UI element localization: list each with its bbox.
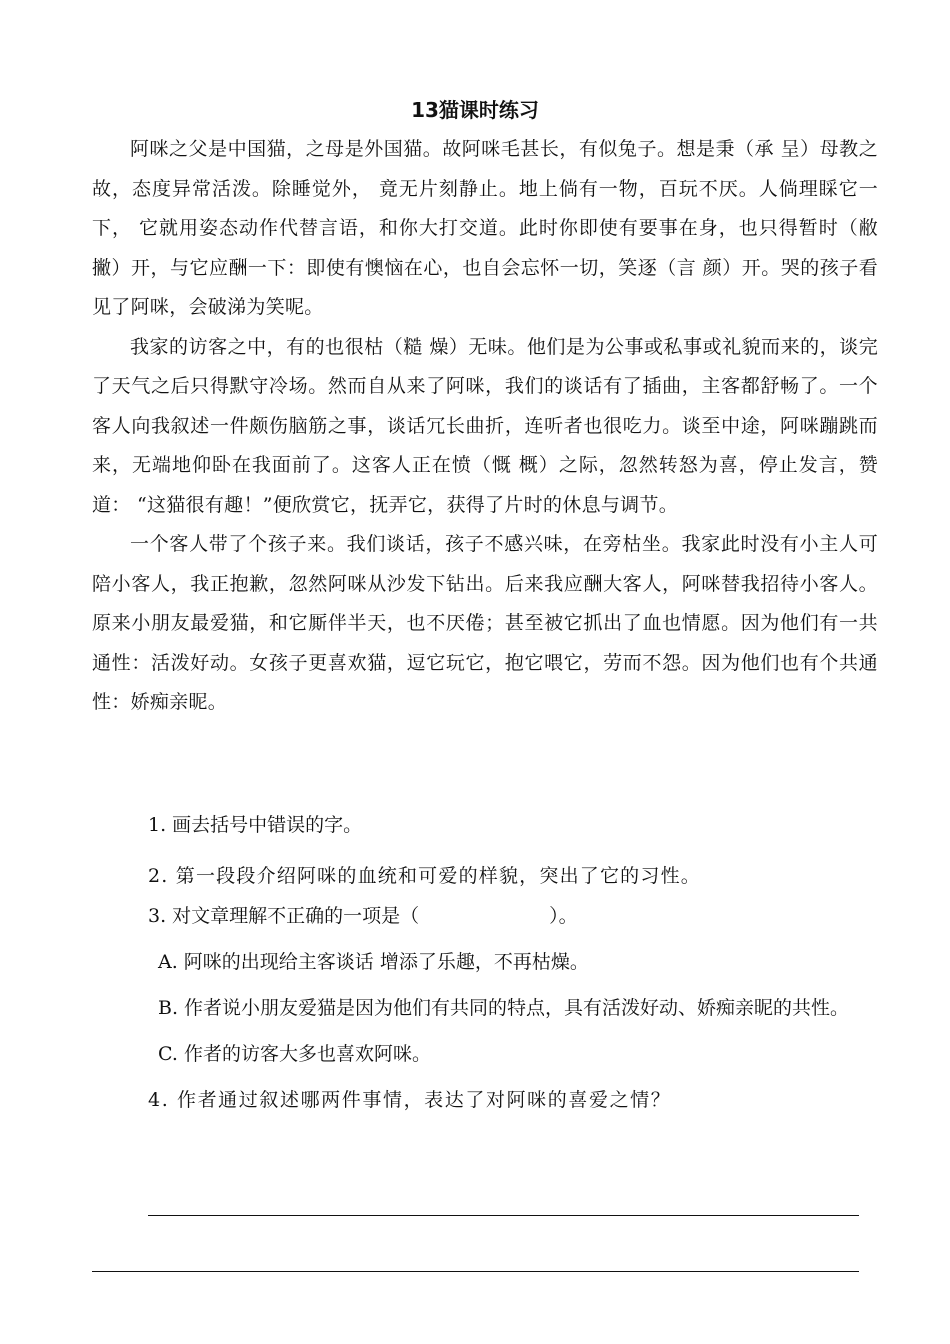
reading-passage: [92, 130, 878, 723]
option-b: B. 作者说小朋友爱猫是因为他们有共同的特点，具有活泼好动、娇痴亲昵的共性。: [158, 997, 850, 1019]
answer-line-2[interactable]: [92, 1271, 859, 1272]
passage-paragraph-3: 一个客人带了个孩子来。我们谈话，孩子不感兴味，在旁枯坐。我家此时没有小主人可陪小客人，我正抱歉，忽然阿咪从沙发下钻出。后来我应酬大客人，阿咪替我招待小客人。原来小朋友最爱猫，和它厮伴半天，也不厌倦；甚至被它抓出了血也情愿。因为他们有一共通性：活泼好动。女孩子更喜欢猫，逗它玩它，抱它喂它，劳而不怨。因为他们也有个共通性：娇痴亲昵。: [92, 533, 878, 713]
question-2: 2. 第一段段介绍阿咪的血统和可爱的样貌，突出了它的习性。: [148, 865, 701, 887]
option-a: A. 阿咪的出现给主客谈话 增添了乐趣，不再枯燥。: [158, 951, 589, 973]
question-4: 4. 作者通过叙述哪两件事情，表达了对阿咪的喜爱之情？: [148, 1089, 672, 1111]
page-title: 13猫课时练习: [411, 98, 539, 122]
question-3-text: 3. 对文章理解不正确的一项是（: [148, 905, 420, 927]
option-c: C. 作者的访客大多也喜欢阿咪。: [158, 1043, 431, 1065]
question-section: [92, 805, 878, 1120]
passage-paragraph-1: 阿咪之父是中国猫，之母是外国猫。故阿咪毛甚长，有似兔子。想是秉（承 呈）母教之故，态度异常活泼。除睡觉外， 竟无片刻静止。地上倘有一物，百玩不厌。人倘理睬它一下， 它就用姿态动作代替言语，和你大打交道。此时你即使有要事在身，也只得暂时（敝 撇）开，与它应酬一下：即使有懊恼在心，也自会忘怀一切，笑逐（言 颜）开。哭的孩子看见了阿咪，会破涕为笑呢。: [92, 138, 878, 318]
question-1: 1. 画去括号中错误的字。: [148, 814, 363, 836]
question-3-end: ）。: [549, 905, 578, 927]
question-3: [148, 896, 878, 936]
answer-line-1[interactable]: [148, 1215, 859, 1216]
passage-paragraph-2: 我家的访客之中，有的也很枯（糙 燥）无味。他们是为公事或私事或礼貌而来的，谈完了天气之后只得默守冷场。然而自从来了阿咪，我们的谈话有了插曲，主客都舒畅了。一个客人向我叙述一件颇伤脑筋之事，谈话冗长曲折，连听者也很吃力。谈至中途，阿咪蹦跳而来，无端地仰卧在我面前了。这客人正在愤（慨 概）之际，忽然转怒为喜，停止发言，赞道： “这猫很有趣！”便欣赏它，抚弄它，获得了片时的休息与调节。: [92, 335, 878, 516]
